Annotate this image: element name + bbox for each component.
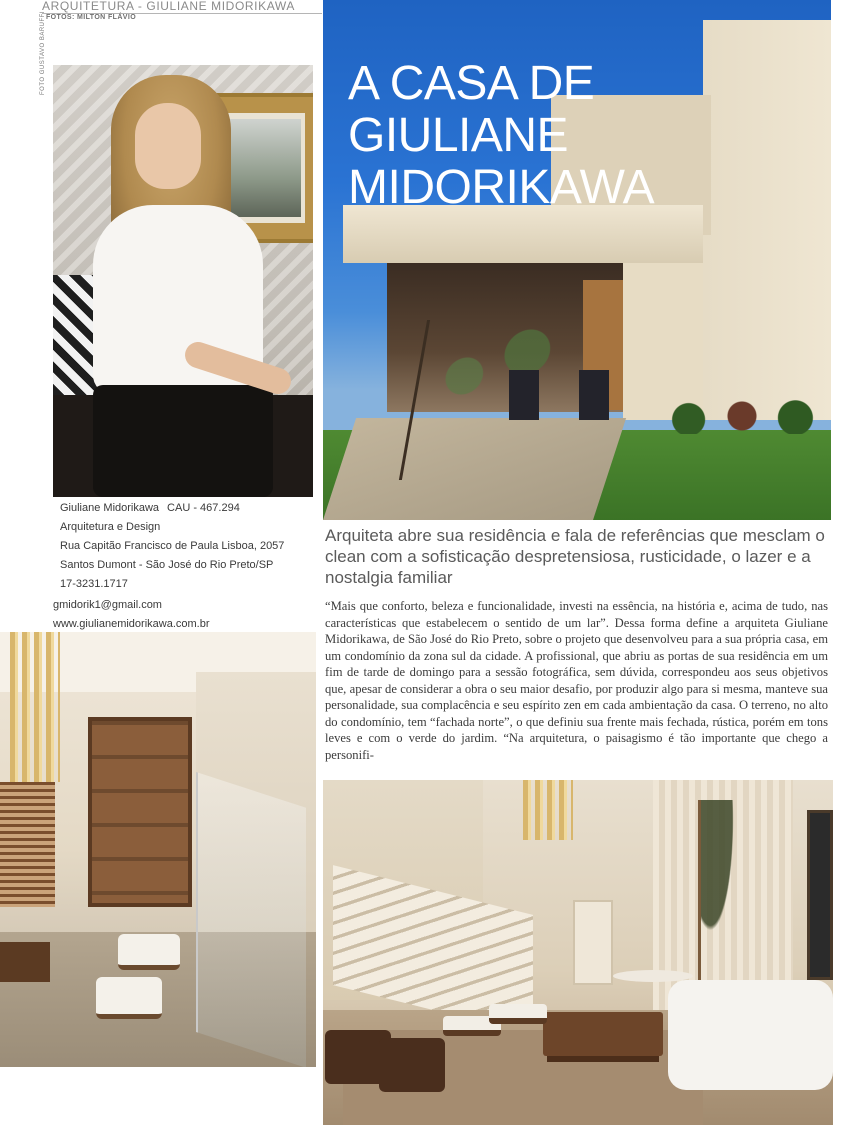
wooden-shutters (0, 782, 55, 907)
title-line: MIDORIKAWA (348, 161, 655, 214)
wall-art (807, 810, 833, 980)
photo-credit: FOTOS: MILTON FLÁVIO (46, 14, 137, 21)
staircase-photo (0, 632, 316, 1067)
contact-name-row (60, 499, 310, 518)
contact-links (53, 596, 313, 634)
palm-plant (698, 800, 748, 1000)
bookshelf (88, 717, 192, 907)
stone-wall (703, 20, 831, 420)
framed-picture (227, 119, 301, 217)
glass-railing (196, 772, 306, 1067)
address-line: Santos Dumont - São José do Rio Preto/SP (60, 559, 274, 571)
section-header: ARQUITETURA - GIULIANE MIDORIKAWA (42, 0, 322, 14)
article-deck: Arquiteta abre sua residência e fala de referências que mesclam o clean com a sofisticação despretensiosa, rusticidade, o lazer e a nostalgia familiar (325, 526, 825, 587)
title-line: GIULIANE (348, 109, 569, 162)
garden-tree (399, 320, 577, 480)
side-table (0, 942, 50, 982)
upholstered-bench (96, 977, 162, 1019)
bamboo-pendant (523, 780, 573, 840)
contact-block (60, 499, 310, 594)
portrait-photo (53, 65, 313, 497)
woman-face (135, 103, 201, 189)
upholstered-bench (118, 934, 180, 970)
cau-number: CAU - 467.294 (167, 502, 240, 514)
facade-pillar (623, 260, 703, 420)
armchair (379, 1038, 445, 1092)
upholstered-bench (489, 1004, 547, 1024)
bamboo-pendant (10, 632, 60, 782)
website-link[interactable]: www.giulianemidorikawa.com.br (53, 618, 210, 630)
title-line: A CASA DE (348, 57, 595, 110)
contact-name: Giuliane Midorikawa (60, 502, 160, 514)
portrait-photo-credit: FOTO GUSTAVO BARUFFI (40, 10, 46, 95)
article-title (348, 58, 678, 214)
phone: 17-3231.1717 (60, 578, 128, 590)
plant-pot (509, 370, 539, 420)
plant-pot (579, 370, 609, 420)
white-sofa (668, 980, 833, 1090)
address-line: Rua Capitão Francisco de Paula Lisboa, 2057 (60, 540, 285, 552)
company: Arquitetura e Design (60, 521, 161, 533)
black-skirt (93, 385, 273, 497)
email-link[interactable]: gmidorik1@gmail.com (53, 599, 162, 611)
article-body: “Mais que conforto, beleza e funcionalidade, investi na essência, na história e, acima de tudo, nas características que estabelecem o sentido de um lar”. Dessa forma define a arquiteta Giuliane Midorikawa, de São José do Rio Preto, sobre o projeto que desenvolveu para a sua própria casa, em um condomínio da zona sul da cidade. A profissional, que abriu as portas de sua residência em um fim de tarde de domingo para a sessão fotográfica, sem dúvida, correspondeu aos seus objetivos que, apesar de considerar a obra o seu maior desafio, por produzir algo para si mesma, manteve sua personalidade, sua complacência e seu espírito zen em cada ambientação da casa. O terreno, no alto do condomínio, tem “fachada norte”, o que definiu sua frente mais fechada, rústica, porém em tons leves e com o verde do jardim. “Na arquitetura, o paisagismo é tão importante que chego a personifi- (325, 599, 828, 762)
white-door (573, 900, 613, 985)
garden-shrubs (653, 398, 831, 434)
coffee-table (543, 1012, 663, 1056)
living-room-photo (323, 780, 833, 1125)
